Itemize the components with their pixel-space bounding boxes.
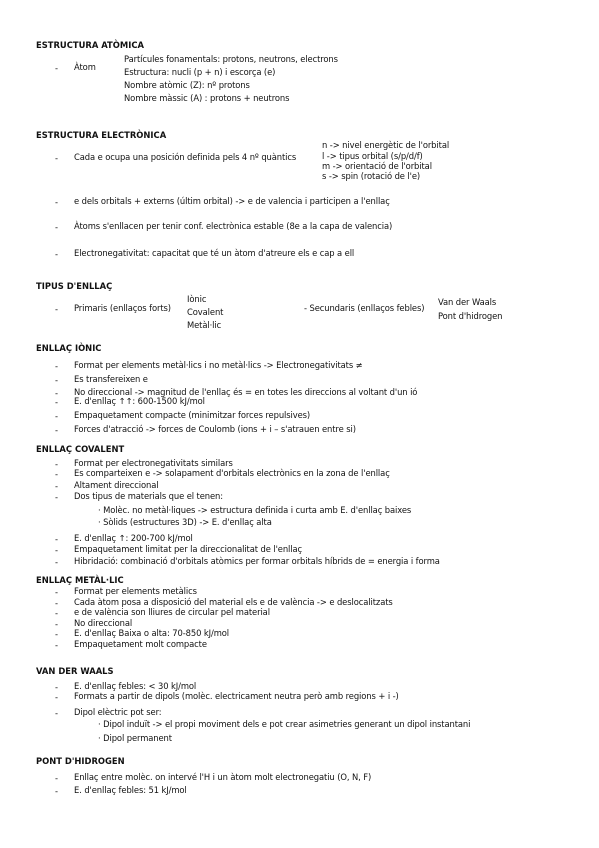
bullet-dash: - [55,682,59,692]
bullet-dash: - [55,545,59,555]
hbond-item: Enllaç entre molèc. on intervé l'H i un àtom molt electronegatiu (O, N, F) [74,772,372,782]
metallic-item: Empaquetament molt compacte [74,639,207,649]
atomic-line: Nombre atòmic (Z): nº protons [124,80,250,90]
secondary-label: - Secundaris (enllaços febles) [304,303,425,313]
bullet-dash: - [55,587,59,597]
secondary-bond: Pont d'hidrogen [438,311,503,321]
vdw-item: E. d'enllaç febles: < 30 kJ/mol [74,681,197,691]
metallic-item: No direccional [74,618,133,628]
electronic-item: e dels orbitals + externs (últim orbital) -> e de valencia i participen a l'enllaç [74,196,390,206]
bullet-dash: - [55,708,59,718]
bullet-dash: - [55,598,59,608]
bullet-dash: - [55,153,59,163]
ionic-item: Es transfereixen e [74,374,148,384]
hbond-item: E. d'enllaç febles: 51 kJ/mol [74,785,187,795]
atomic-line: Nombre màssic (A) : protons + neutrons [124,93,290,103]
covalent-item: Es comparteixen e -> solapament d'orbitals electrònics en la zona de l'enllaç [74,468,390,478]
bullet-dash: - [55,222,59,232]
bullet-dash: - [55,692,59,702]
vdw-subitem: · Dipol induït -> el propi moviment dels e pot crear asimetries generant un dipol instantani [98,719,471,729]
bullet-dash: - [55,411,59,421]
vdw-item: Formats a partir de dipols (molèc. electricament neutra però amb regions + i -) [74,691,399,701]
bullet-dash: - [55,197,59,207]
covalent-item: Hibridació: combinació d'orbitals atòmics per formar orbitals híbrids de = energia i forma [74,556,440,566]
covalent-subitem: · Sòlids (estructures 3D) -> E. d'enllaç alta [98,517,272,527]
covalent-subitem: · Molèc. no metàl·liques -> estructura definida i curta amb E. d'enllaç baixes [98,505,412,515]
section-title-metallic: ENLLAÇ METÀL·LIC [36,575,124,585]
bullet-dash: - [55,459,59,469]
bullet-dash: - [55,397,59,407]
bullet-dash: - [55,492,59,502]
bullet-dash: - [55,619,59,629]
bullet-dash: - [55,249,59,259]
section-title-bond-types: TIPUS D'ENLLAÇ [36,281,113,291]
vdw-item: Dipol elèctric pot ser: [74,707,162,717]
bullet-dash: - [55,773,59,783]
bullet-dash: - [55,304,59,314]
bullet-dash: - [55,786,59,796]
electronic-item: Àtoms s'enllacen per tenir conf. electrònica estable (8e a la capa de valencia) [74,221,393,231]
bullet-dash: - [55,629,59,639]
quantum-line: m -> orientació de l'orbital [322,161,432,171]
section-title-ionic: ENLLAÇ IÒNIC [36,343,102,353]
ionic-item: Empaquetament compacte (minimitzar forces repulsives) [74,410,311,420]
ionic-item: E. d'enllaç ↑↑: 600-1500 kJ/mol [74,396,205,406]
vdw-subitem: · Dipol permanent [98,733,172,743]
secondary-bond: Van der Waals [438,297,497,307]
bullet-dash: - [55,469,59,479]
bullet-dash: - [55,375,59,385]
ionic-item: No direccional -> magnitud de l'enllaç és = en totes les direccions al voltant d'un ió [74,387,418,397]
primary-bond: Metàl·lic [187,320,222,330]
bullet-dash: - [55,63,59,73]
covalent-item: E. d'enllaç ↑: 200-700 kJ/mol [74,533,193,543]
quantum-line: n -> nivel energètic de l'orbital [322,140,450,150]
metallic-item: Cada àtom posa a disposició del material els e de valència -> e deslocalitzats [74,597,393,607]
bullet-dash: - [55,425,59,435]
section-title-hbond: PONT D'HIDROGEN [36,756,125,766]
atomic-line: Estructura: nucli (p + n) i escorça (e) [124,67,276,77]
section-title-atomic: ESTRUCTURA ATÒMICA [36,40,144,50]
covalent-item: Empaquetament limitat per la direccionalitat de l'enllaç [74,544,303,554]
metallic-item: Format per elements metàlics [74,586,197,596]
primary-bond: Iònic [187,294,207,304]
electronic-item: Cada e ocupa una posición definida pels 4 nº quàntics [74,152,297,162]
quantum-line: l -> tipus orbital (s/p/d/f) [322,151,423,161]
metallic-item: e de valència son lliures de circular pel material [74,607,270,617]
atomic-line: Partícules fonamentals: protons, neutrons, electrons [124,54,338,64]
bullet-dash: - [55,481,59,491]
covalent-item: Altament direccional [74,480,159,490]
covalent-item: Format per electronegativitats similars [74,458,233,468]
quantum-line: s -> spin (rotació de l'e) [322,171,421,181]
atom-label: Àtom [74,62,96,72]
bullet-dash: - [55,388,59,398]
ionic-item: Format per elements metàl·lics i no metàl·lics -> Electronegativitats ≠ [74,360,363,370]
bullet-dash: - [55,608,59,618]
primary-label: Primaris (enllaços forts) [74,303,171,313]
covalent-item: Dos tipus de materials que el tenen: [74,491,223,501]
bullet-dash: - [55,557,59,567]
bullet-dash: - [55,534,59,544]
section-title-covalent: ENLLAÇ COVALENT [36,444,125,454]
section-title-vdw: VAN DER WAALS [36,666,114,676]
metallic-item: E. d'enllaç Baixa o alta: 70-850 kJ/mol [74,628,230,638]
section-title-electronic: ESTRUCTURA ELECTRÒNICA [36,130,167,140]
electronic-item: Electronegativitat: capacitat que té un àtom d'atreure els e cap a ell [74,248,355,258]
bullet-dash: - [55,361,59,371]
ionic-item: Forces d'atracció -> forces de Coulomb (ions + i – s'atrauen entre si) [74,424,356,434]
primary-bond: Covalent [187,307,224,317]
bullet-dash: - [55,640,59,650]
